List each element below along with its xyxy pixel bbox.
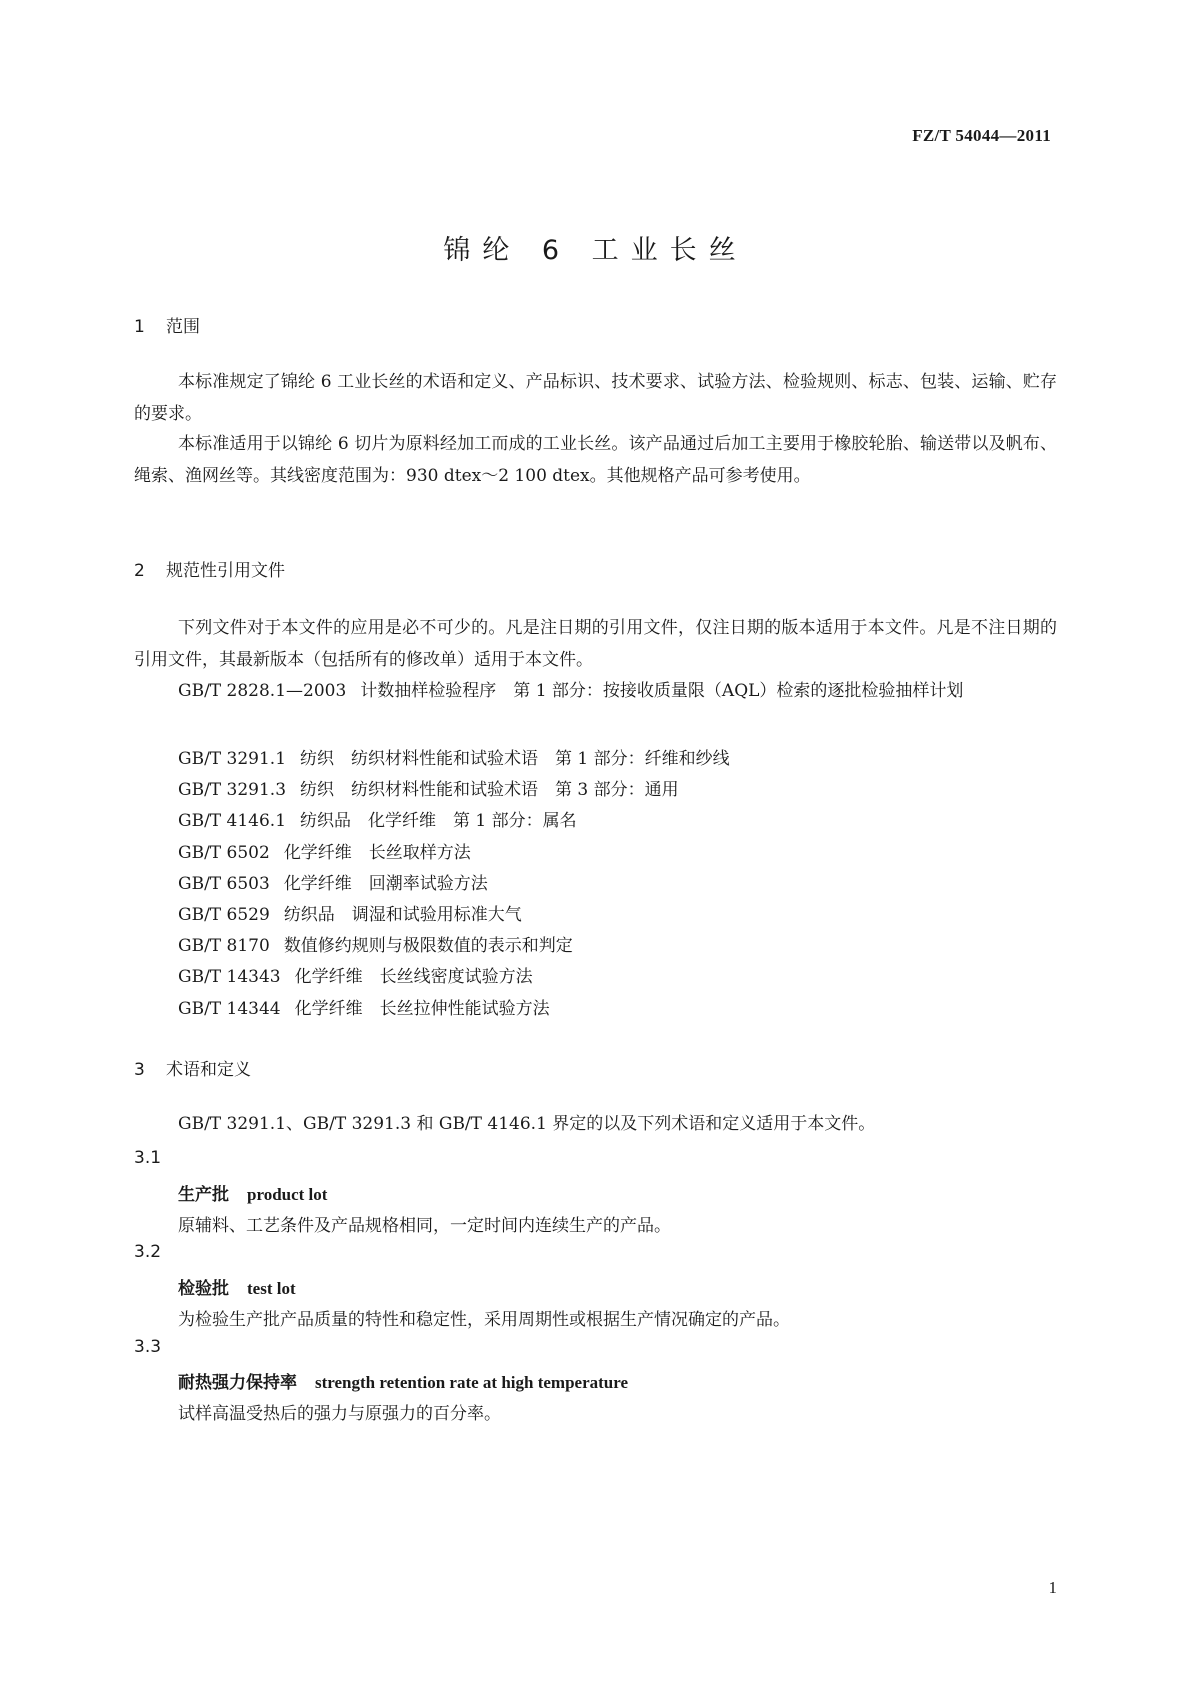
page-number: 1 [1048,1578,1057,1597]
reference-item [178,775,679,800]
term-zh: 生产批 [178,1185,229,1205]
reference-item [178,900,522,925]
section-number: 1 [134,317,145,337]
reference-title: 纺织 纺织材料性能和试验术语 第 1 部分：纤维和纱线 [300,749,730,769]
scope-paragraph-2: 本标准适用于以锦纶 6 切片为原料经加工而成的工业长丝。该产品通过后加工主要用于橡胶轮胎、输送带以及帆布、绳索、渔网丝等。其线密度范围为：930 dtex～2 100 dtex。其他规格产品可参考使用。 [134,434,1057,486]
reference-title: 计数抽样检验程序 第 1 部分：按接收质量限（AQL）检索的逐批检验抽样计划 [360,681,964,701]
reference-item [178,838,471,863]
term-heading [178,1368,628,1393]
term-heading [178,1274,296,1299]
reference-item [178,962,533,987]
term-number: 3.3 [134,1337,162,1357]
reference-item [178,869,488,894]
section-1-heading [134,312,200,337]
section-title: 规范性引用文件 [166,561,285,581]
term-number: 3.1 [134,1148,162,1168]
term-zh: 检验批 [178,1279,229,1299]
term-definition: 为检验生产批产品质量的特性和稳定性，采用周期性或根据生产情况确定的产品。 [178,1310,790,1330]
reference-title: 纺织品 化学纤维 第 1 部分：属名 [300,811,577,831]
reference-title: 纺织 纺织材料性能和试验术语 第 3 部分：通用 [300,780,679,800]
section-2-heading [134,556,285,581]
reference-code: GB/T 14344 [178,999,281,1019]
reference-title: 化学纤维 回潮率试验方法 [283,874,488,894]
reference-item [178,806,577,831]
reference-code: GB/T 6503 [178,874,270,894]
section-3-heading [134,1055,251,1080]
reference-code: GB/T 3291.3 [178,780,287,800]
reference-code: GB/T 14343 [178,967,281,987]
reference-code: GB/T 6502 [178,843,270,863]
reference-title: 数值修约规则与极限数值的表示和判定 [283,936,573,956]
section-number: 3 [134,1060,145,1080]
reference-code: GB/T 4146.1 [178,811,287,831]
reference-title: 化学纤维 长丝拉伸性能试验方法 [294,999,550,1019]
term-en: product lot [247,1185,328,1204]
term-en: test lot [247,1279,296,1298]
terms-intro: GB/T 3291.1、GB/T 3291.3 和 GB/T 4146.1 界定的以及下列术语和定义适用于本文件。 [178,1114,876,1134]
reference-code: GB/T 6529 [178,905,270,925]
reference-title: 化学纤维 长丝线密度试验方法 [294,967,533,987]
term-definition: 原辅料、工艺条件及产品规格相同，一定时间内连续生产的产品。 [178,1216,671,1236]
section-title: 术语和定义 [166,1060,251,1080]
term-zh: 耐热强力保持率 [178,1373,297,1393]
reference-code: GB/T 3291.1 [178,749,287,769]
references-intro: 下列文件对于本文件的应用是必不可少的。凡是注日期的引用文件，仅注日期的版本适用于本文件。凡是不注日期的引用文件，其最新版本（包括所有的修改单）适用于本文件。 [134,618,1057,670]
reference-item [178,744,730,769]
section-title: 范围 [166,317,200,337]
document-title: 锦纶 6 工业长丝 [443,235,748,266]
reference-item [178,994,550,1019]
term-number: 3.2 [134,1242,162,1262]
reference-title: 化学纤维 长丝取样方法 [283,843,471,863]
scope-paragraph-1: 本标准规定了锦纶 6 工业长丝的术语和定义、产品标识、技术要求、试验方法、检验规则、标志、包装、运输、贮存的要求。 [134,372,1057,424]
reference-code: GB/T 2828.1—2003 [178,681,347,701]
reference-title: 纺织品 调湿和试验用标准大气 [283,905,522,925]
reference-item [178,931,573,956]
standard-code: FZ/T 54044—2011 [912,126,1051,145]
section-number: 2 [134,561,145,581]
term-heading [178,1180,327,1205]
reference-item [134,675,1057,707]
term-definition: 试样高温受热后的强力与原强力的百分率。 [178,1404,501,1424]
term-en: strength retention rate at high temperature [315,1373,629,1392]
reference-code: GB/T 8170 [178,936,270,956]
